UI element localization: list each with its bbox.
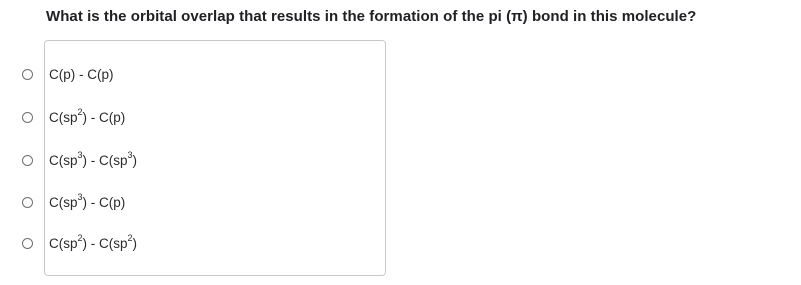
answer-option-1[interactable] (22, 63, 114, 85)
option-text-segment: ) - C(p) (82, 194, 126, 210)
answer-option-2[interactable] (22, 106, 125, 128)
radio-button[interactable] (22, 155, 33, 166)
radio-button[interactable] (22, 197, 33, 208)
answer-option-4[interactable] (22, 191, 125, 213)
option-text-segment: C(sp (49, 109, 78, 125)
superscript-text: 2 (127, 233, 133, 243)
option-text-segment: C(sp (49, 152, 78, 168)
option-text-segment: ) - C(p) (82, 109, 126, 125)
answer-option-label (49, 107, 126, 125)
question-text: What is the orbital overlap that results in the formation of the pi (π) bond in this molecule? (46, 8, 697, 25)
answer-option-label (49, 67, 114, 82)
radio-button[interactable] (22, 69, 33, 80)
option-text-segment: ) (132, 152, 138, 168)
option-text-segment: C(sp (49, 194, 78, 210)
option-text-segment: ) - C(sp (82, 152, 128, 168)
answer-option-label (49, 192, 126, 210)
option-text-segment: ) - C(sp (82, 235, 128, 251)
option-text-segment: C(p) - C(p) (49, 66, 114, 82)
option-text-segment: C(sp (49, 235, 78, 251)
option-text-segment: ) (132, 235, 138, 251)
superscript-text: 3 (77, 150, 83, 160)
radio-button[interactable] (22, 238, 33, 249)
answer-option-5[interactable] (22, 232, 137, 254)
answer-option-label (49, 233, 138, 251)
superscript-text: 2 (77, 107, 83, 117)
radio-button[interactable] (22, 112, 33, 123)
superscript-text: 2 (77, 233, 83, 243)
answer-option-label (49, 150, 138, 168)
answer-option-3[interactable] (22, 149, 137, 171)
superscript-text: 3 (127, 150, 133, 160)
superscript-text: 3 (77, 192, 83, 202)
